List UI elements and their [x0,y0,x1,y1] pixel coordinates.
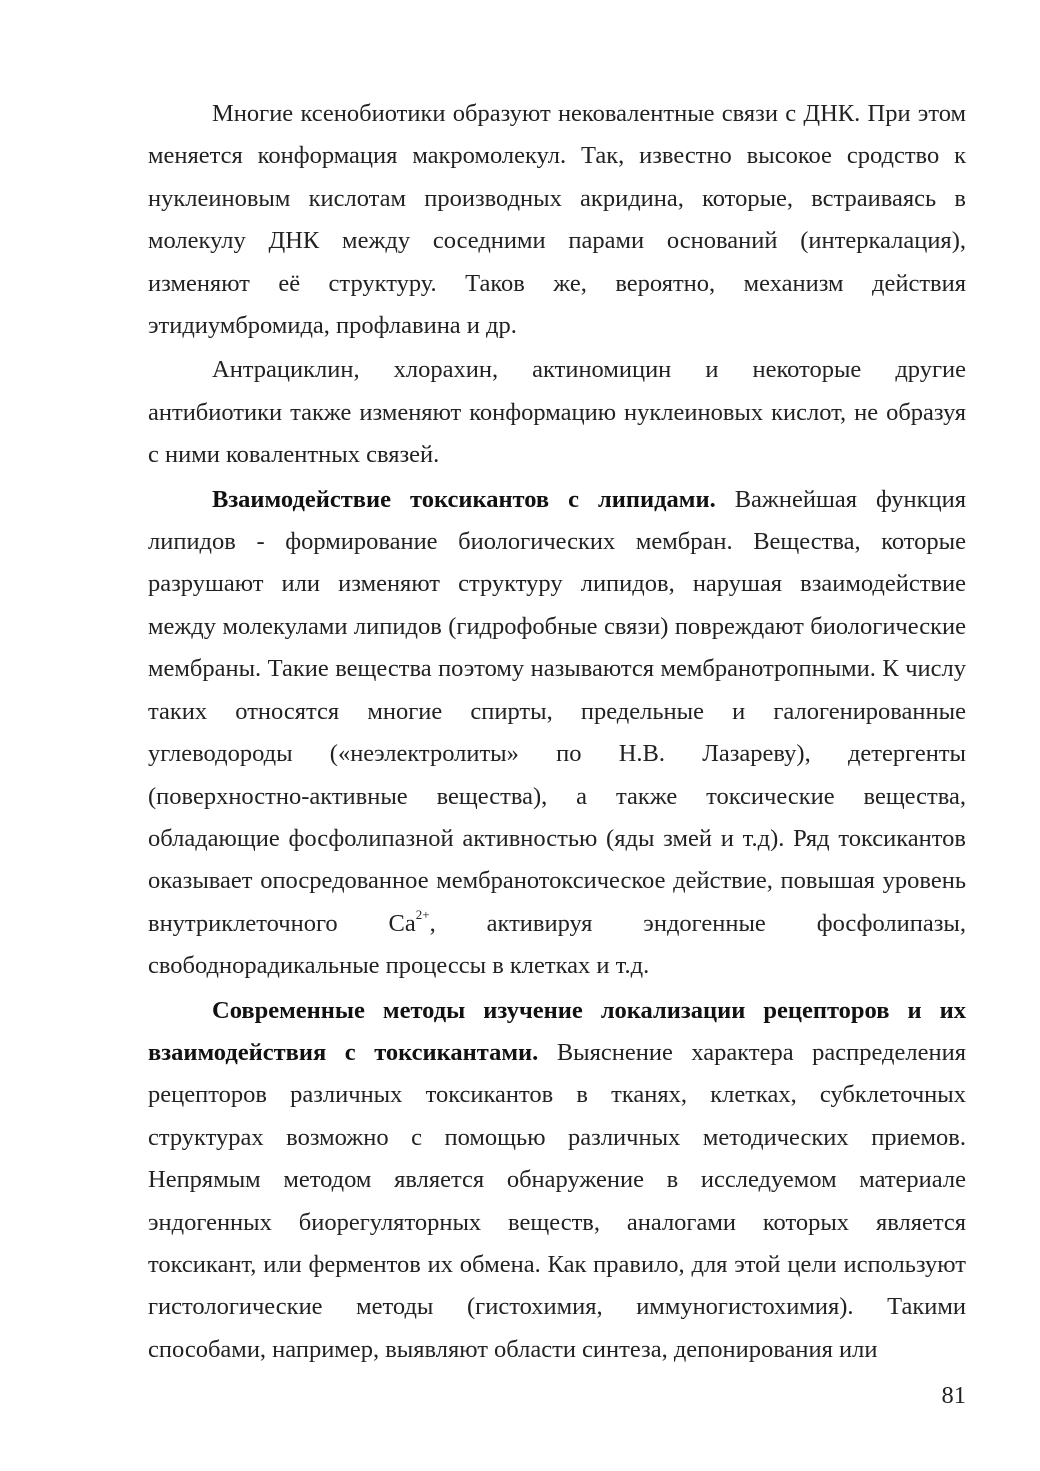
paragraph-text: Важнейшая функция липидов - формирование биологических мембран. Вещества, которые разрушают или изменяют структуру липидов, нарушая взаимодействие между молекулами липидов (гидрофобные связи) повреждают биологические мембраны. Такие вещества поэтому называются мембранотропными. К числу таких относятся многие спирты, предельные и галогенированные углеводороды («неэлектролиты» по Н.В. Лазареву), детергенты (поверхностно-активные вещества), а также токсические вещества, обладающие фосфолипазной активностью (яды змей и т.д). Ряд токсикантов оказывает опосредованное мембранотоксическое действие, повышая уровень внутриклеточного Ca [148,485,966,937]
section-heading-receptor-methods: Современные методы изучение локализации рецепторов и их взаимодействия с токсикантами. [148,996,966,1066]
paragraph-antibiotics [148,349,966,476]
paragraph-xenobiotics-dna [148,93,966,347]
paragraph-lipids [148,479,966,988]
paragraph-text: Выяснение характера распределения рецепторов различных токсикантов в тканях, клетках, субклеточных структурах возможно с помощью различных методических приемов. Непрямым методом является обнаружение в исследуемом материале эндогенных биорегуляторных веществ, аналогами которых является токсикант, или ферментов их обмена. Как правило, для этой цели используют гистологические методы (гистохимия, иммуногистохимия). Такими способами, например, выявляют области синтеза, депонирования или [148,1038,966,1363]
paragraph-text: Многие ксенобиотики образуют нековалентные связи с ДНК. При этом меняется конформация макромолекул. Так, известно высокое сродство к нуклеиновым кислотам производных акридина, которые, встраиваясь в молекулу ДНК между соседними парами оснований (интеркалация), изменяют её структуру. Таков же, вероятно, механизм действия этидиумбромида, профлавина и др. [148,100,966,340]
superscript-charge: 2+ [415,906,430,922]
paragraph-text-continued: , активируя эндогенные фосфолипазы, свободнорадикальные процессы в клетках и т.д. [148,909,966,980]
body-text [148,93,966,1371]
paragraph-text: Антрациклин, хлорахин, актиномицин и некоторые другие антибиотики также изменяют конформацию нуклеиновых кислот, не образуя с ними ковалентных связей. [148,356,966,469]
page-number: 81 [941,1382,966,1409]
paragraph-receptor-methods [148,990,966,1372]
section-heading-lipids: Взаимодействие токсикантов с липидами. [212,485,716,513]
